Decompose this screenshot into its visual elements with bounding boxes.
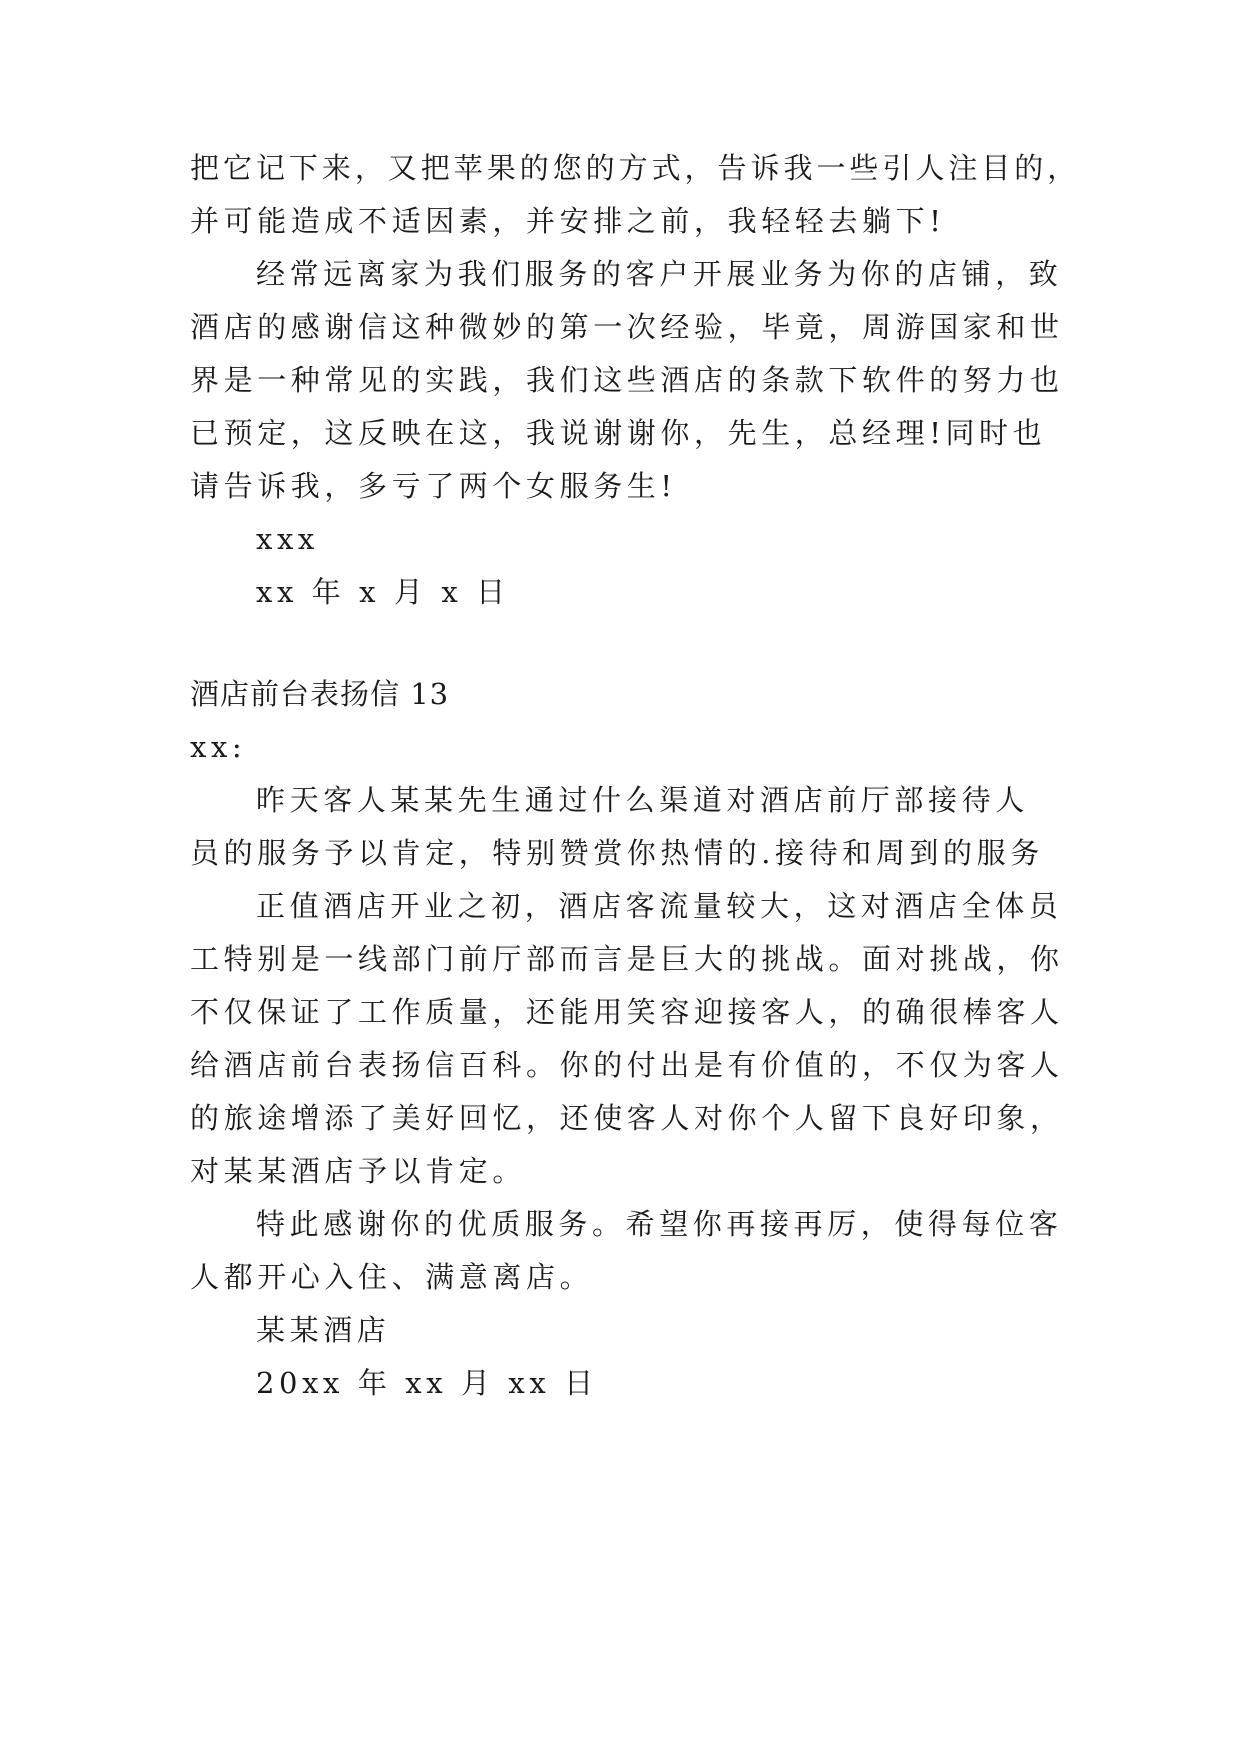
- text-line: 对某某酒店予以肯定。: [190, 1154, 527, 1188]
- signature: 某某酒店: [256, 1313, 391, 1347]
- text-line: 界是一种常见的实践，我们这些酒店的条款下软件的努力也: [190, 363, 1064, 397]
- text-line: 正值酒店开业之初，酒店客流量较大，这对酒店全体员: [256, 889, 1063, 923]
- text-line: 人都开心入住、满意离店。: [190, 1260, 594, 1294]
- text-line: 把它记下来，又把苹果的您的方式，告诉我一些引人注目的，: [190, 151, 1081, 185]
- letter-date: xx 年 x 月 x 日: [256, 575, 510, 609]
- salutation: xx:: [190, 730, 247, 764]
- text-line: 不仅保证了工作质量，还能用笑容迎接客人，的确很棒客人: [190, 995, 1064, 1029]
- letter-title: 酒店前台表扬信 13: [190, 677, 450, 711]
- letter-date: 20xx 年 xx 月 xx 日: [256, 1366, 598, 1400]
- text-line: 员的服务予以肯定，特别赞赏你热情的.接待和周到的服务: [190, 836, 1044, 870]
- text-line: 经常远离家为我们服务的客户开展业务为你的店铺，致: [256, 257, 1063, 291]
- text-line: 给酒店前台表扬信百科。你的付出是有价值的，不仅为客人: [190, 1048, 1064, 1082]
- text-line: 已预定，这反映在这，我说谢谢你，先生，总经理!同时也: [190, 416, 1047, 450]
- text-line: 的旅途增添了美好回忆，还使客人对你个人留下良好印象，: [190, 1101, 1064, 1135]
- text-line: 并可能造成不适因素，并安排之前，我轻轻去躺下!: [190, 204, 946, 238]
- text-line: 昨天客人某某先生通过什么渠道对酒店前厅部接待人: [256, 783, 1029, 817]
- text-line: 工特别是一线部门前厅部而言是巨大的挑战。面对挑战，你: [190, 942, 1064, 976]
- text-line: 酒店的感谢信这种微妙的第一次经验，毕竟，周游国家和世: [190, 310, 1064, 344]
- signature: xxx: [256, 522, 319, 556]
- text-line: 特此感谢你的优质服务。希望你再接再厉，使得每位客: [256, 1207, 1063, 1241]
- text-line: 请告诉我，多亏了两个女服务生!: [190, 469, 677, 503]
